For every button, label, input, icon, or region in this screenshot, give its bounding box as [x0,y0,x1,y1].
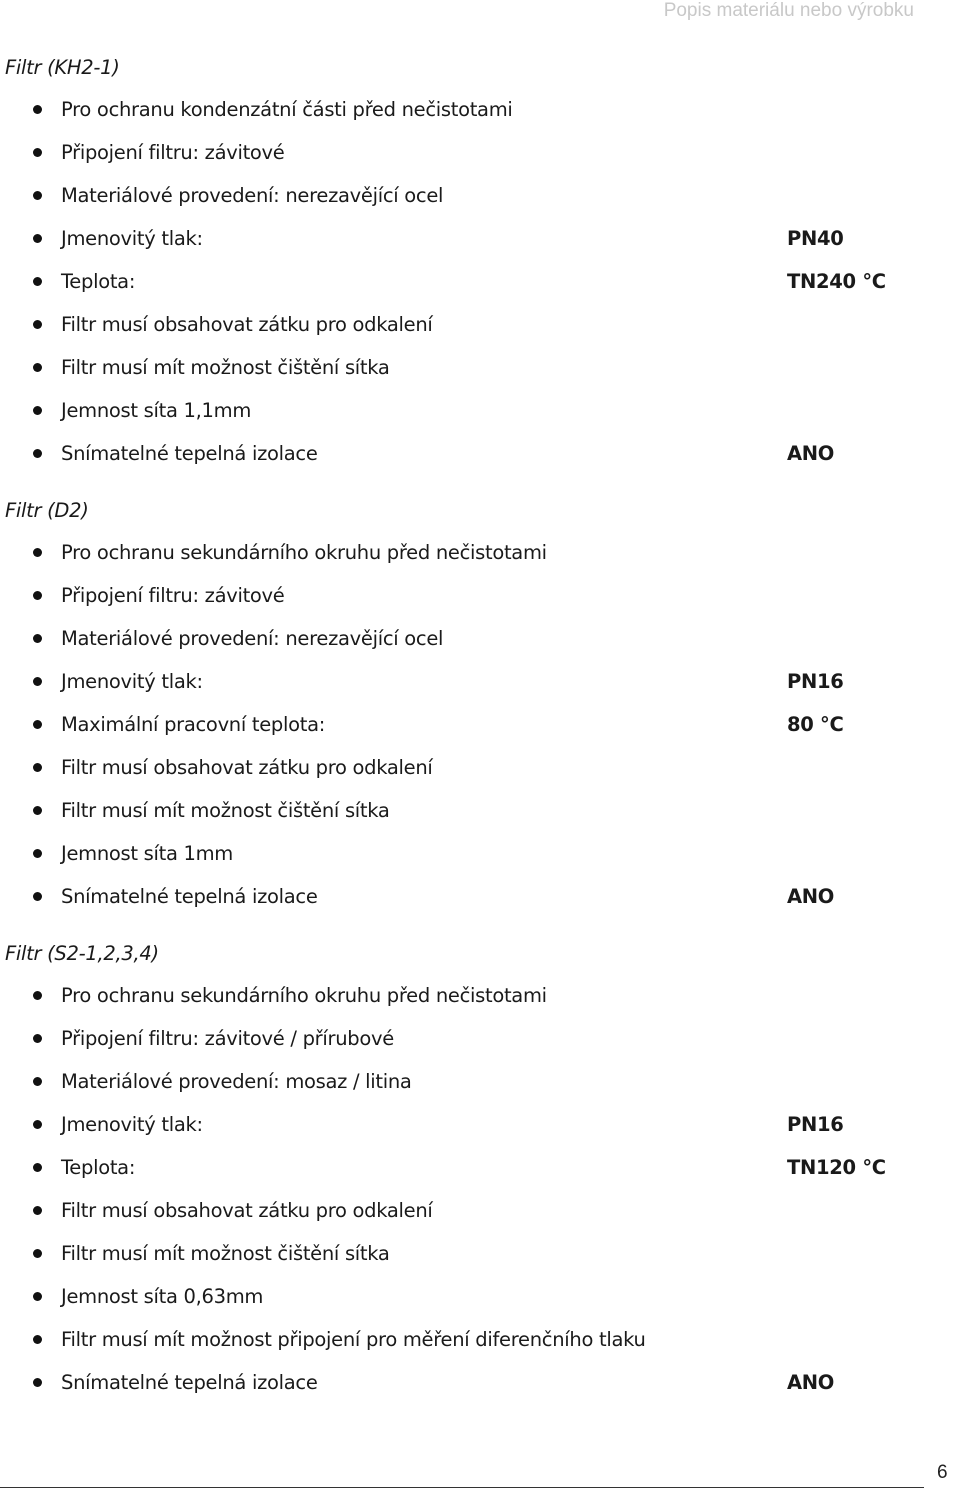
item-text: Pro ochranu sekundárního okruhu před nečistotami [61,984,547,1007]
bullet-icon [33,277,42,286]
bullet-icon [33,1163,42,1172]
list-item [0,624,960,667]
bullet-icon [33,1378,42,1387]
list-item [0,439,960,482]
item-text: Jemnost síta 1,1mm [61,399,252,422]
item-text: Filtr musí mít možnost čištění sítka [61,1242,390,1265]
section-title: Filtr (D2) [5,499,89,522]
bullet-icon [33,320,42,329]
bullet-icon [33,634,42,643]
item-text: Jmenovitý tlak: [61,227,203,250]
bullet-icon [33,148,42,157]
list-item [0,581,960,624]
bullet-icon [33,1120,42,1129]
section-filtr-kh2-1 [0,53,960,482]
bullet-icon [33,720,42,729]
item-text: Připojení filtru: závitové [61,141,285,164]
item-text: Snímatelné tepelná izolace [61,442,318,465]
item-text: Filtr musí obsahovat zátku pro odkalení [61,313,433,336]
bullet-icon [33,1077,42,1086]
footer-divider [0,1487,924,1488]
bullet-icon [33,1249,42,1258]
bullet-icon [33,763,42,772]
bullet-icon [33,548,42,557]
list-item [0,796,960,839]
document-body [0,53,960,1425]
item-text: Materiálové provedení: nerezavějící ocel [61,627,444,650]
list-item [0,882,960,925]
item-value: PN16 [787,670,844,693]
bullet-icon [33,849,42,858]
item-text: Připojení filtru: závitové [61,584,285,607]
item-text: Teplota: [61,270,136,293]
item-value: TN240 °C [787,270,886,293]
bullet-icon [33,449,42,458]
item-text: Snímatelné tepelná izolace [61,1371,318,1394]
item-value: TN120 °C [787,1156,886,1179]
bullet-icon [33,1206,42,1215]
bullet-icon [33,806,42,815]
item-value: PN16 [787,1113,844,1136]
page-number: 6 [937,1462,948,1483]
bullet-icon [33,677,42,686]
list-item [0,95,960,138]
item-value: 80 °C [787,713,844,736]
item-text: Jemnost síta 0,63mm [61,1285,264,1308]
bullet-icon [33,1034,42,1043]
list-item [0,753,960,796]
item-value: ANO [787,442,835,465]
item-text: Jemnost síta 1mm [61,842,234,865]
item-value: ANO [787,885,835,908]
item-value: ANO [787,1371,835,1394]
bullet-icon [33,1292,42,1301]
list-item [0,224,960,267]
bullet-icon [33,191,42,200]
bullet-icon [33,105,42,114]
item-text: Jmenovitý tlak: [61,1113,203,1136]
list-item [0,267,960,310]
item-text: Jmenovitý tlak: [61,670,203,693]
item-text: Filtr musí obsahovat zátku pro odkalení [61,756,433,779]
item-text: Pro ochranu kondenzátní části před nečistotami [61,98,513,121]
list-item [0,710,960,753]
item-text: Připojení filtru: závitové / přírubové [61,1027,394,1050]
item-text: Filtr musí mít možnost čištění sítka [61,799,390,822]
section-filtr-d2 [0,496,960,925]
list-item [0,310,960,353]
item-text: Materiálové provedení: nerezavějící ocel [61,184,444,207]
item-text: Snímatelné tepelná izolace [61,885,318,908]
list-item [0,1325,960,1368]
item-text: Filtr musí obsahovat zátku pro odkalení [61,1199,433,1222]
list-item [0,1282,960,1325]
list-item [0,138,960,181]
item-text: Materiálové provedení: mosaz / litina [61,1070,412,1093]
list-item [0,1153,960,1196]
section-title: Filtr (S2-1,2,3,4) [5,942,159,965]
item-text: Filtr musí mít možnost připojení pro měření diferenčního tlaku [61,1328,646,1351]
list-item [0,1067,960,1110]
item-text: Teplota: [61,1156,136,1179]
list-item [0,1196,960,1239]
item-text: Filtr musí mít možnost čištění sítka [61,356,390,379]
bullet-icon [33,234,42,243]
list-item [0,353,960,396]
list-item [0,1024,960,1067]
list-item [0,667,960,710]
list-item [0,839,960,882]
list-item [0,981,960,1024]
list-item [0,538,960,581]
item-text: Maximální pracovní teplota: [61,713,326,736]
bullet-icon [33,363,42,372]
section-title: Filtr (KH2-1) [5,56,120,79]
bullet-icon [33,591,42,600]
list-item [0,1110,960,1153]
list-item [0,396,960,439]
list-item [0,1368,960,1411]
item-text: Pro ochranu sekundárního okruhu před nečistotami [61,541,547,564]
bullet-icon [33,1335,42,1344]
bullet-icon [33,406,42,415]
page-header-title: Popis materiálu nebo výrobku [663,0,914,21]
bullet-icon [33,991,42,1000]
list-item [0,1239,960,1282]
list-item [0,181,960,224]
section-filtr-s2 [0,939,960,1411]
bullet-icon [33,892,42,901]
item-value: PN40 [787,227,844,250]
